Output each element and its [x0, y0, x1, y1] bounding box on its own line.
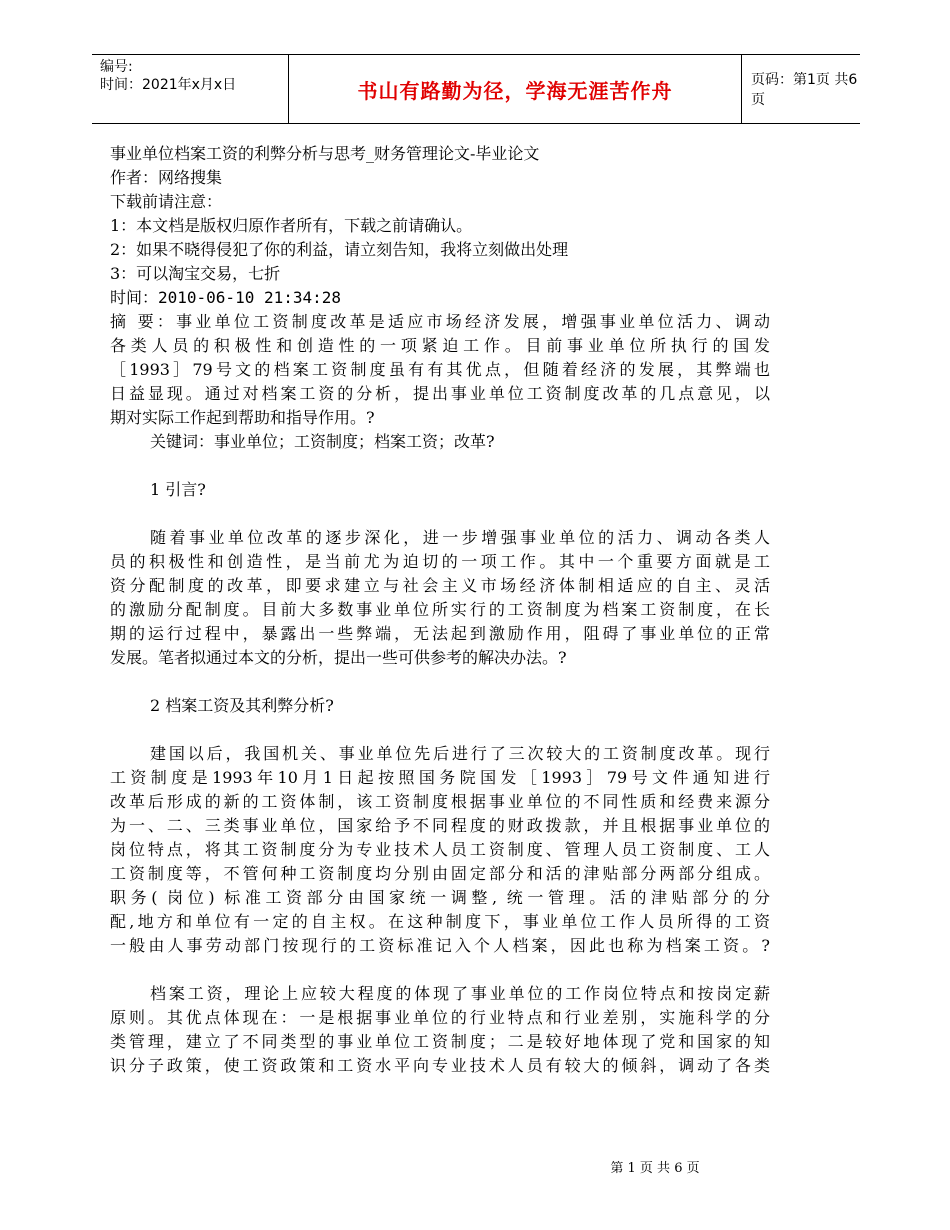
doc-time: 时间：2010-06-10 21:34:28: [110, 288, 342, 307]
text-line: 类管理，建立了不同类型的事业单位工资制度；二是较好地体现了党和国家的知: [110, 1032, 770, 1051]
page-header: [92, 54, 860, 124]
text-line: 摘 要：事业单位工资制度改革是适应市场经济发展，增强事业单位活力、调动: [110, 312, 770, 331]
header-motto: 书山有路勤为径，学海无涯苦作舟: [357, 78, 673, 103]
text-line: 日益显现。通过对档案工资的分析，提出事业单位工资制度改革的几点意见，以: [110, 384, 770, 403]
text-line: 原则。其优点体现在：一是根据事业单位的行业特点和行业差别，实施科学的分: [110, 1008, 770, 1027]
text-line: 建国以后，我国机关、事业单位先后进行了三次较大的工资制度改革。现行: [150, 744, 770, 763]
body-paragraph: [110, 526, 770, 670]
keywords: 关键词：事业单位；工资制度；档案工资；改革?: [150, 432, 495, 451]
doc-time-label: 时间：2021年x月x日: [100, 77, 237, 93]
header-motto-cell: [288, 55, 742, 123]
text-line: 岗位特点，将其工资制度分为专业技术人员工资制度、管理人员工资制度、工人: [110, 840, 770, 859]
text-line: 工资制度等，不管何种工资制度均分别由固定部分和活的津贴部分两部分组成。: [110, 864, 770, 883]
abstract-paragraph: [110, 310, 770, 430]
text-line: 发展。笔者拟通过本文的分析，提出一些可供参考的解决办法。?: [110, 648, 567, 667]
notice-item: 3：可以淘宝交易，七折: [110, 264, 281, 283]
text-line: 一般由人事劳动部门按现行的工资标准记入个人档案，因此也称为档案工资。?: [110, 936, 770, 955]
page-footer: 第 1 页 共 6 页: [610, 1161, 700, 1176]
doc-title: 事业单位档案工资的利弊分析与思考_财务管理论文-毕业论文: [110, 144, 540, 163]
notice-item: 1：本文档是版权归原作者所有，下载之前请确认。: [110, 216, 473, 235]
text-line: 期的运行过程中，暴露出一些弊端，无法起到激励作用，阻碍了事业单位的正常: [110, 624, 770, 643]
text-line: 的激励分配制度。目前大多数事业单位所实行的工资制度为档案工资制度，在长: [110, 600, 770, 619]
text-line: 职务( 岗位) 标准工资部分由国家统一调整, 统一管理。活的津贴部分的分: [110, 888, 770, 907]
notice-heading: 下载前请注意：: [110, 192, 223, 211]
doc-author: 作者：网络搜集: [110, 168, 223, 187]
doc-number-label: 编号:: [100, 59, 133, 75]
text-line: 配,地方和单位有一定的自主权。在这种制度下，事业单位工作人员所得的工资: [110, 912, 770, 931]
header-page-info: 页码：第1页 共6页: [751, 72, 858, 108]
section-heading: 2 档案工资及其利弊分析?: [150, 696, 334, 715]
text-line: 识分子政策，使工资政策和工资水平向专业技术人员有较大的倾斜，调动了各类: [110, 1056, 770, 1075]
text-line: 档案工资，理论上应较大程度的体现了事业单位的工作岗位特点和按岗定薪: [150, 984, 770, 1003]
notice-item: 2：如果不晓得侵犯了你的利益，请立刻告知，我将立刻做出处理: [110, 240, 569, 259]
text-line: 改革后形成的新的工资体制，该工资制度根据事业单位的不同性质和经费来源分: [110, 792, 770, 811]
body-paragraph: [110, 982, 770, 1078]
document-body: [110, 142, 770, 1078]
text-line: 各类人员的积极性和创造性的一项紧迫工作。目前事业单位所执行的国发: [110, 336, 770, 355]
text-line: 工资制度是1993年10月1日起按照国务院国发［1993］79号文件通知进行: [110, 768, 770, 787]
text-line: 期对实际工作起到帮助和指导作用。?: [110, 408, 375, 427]
text-line: ［1993］79号文的档案工资制度虽有有其优点，但随着经济的发展，其弊端也: [110, 360, 770, 379]
header-meta: [92, 55, 288, 123]
text-line: 资分配制度的改革，即要求建立与社会主义市场经济体制相适应的自主、灵活: [110, 576, 770, 595]
body-paragraph: [110, 742, 770, 958]
text-line: 随着事业单位改革的逐步深化，进一步增强事业单位的活力、调动各类人: [150, 528, 770, 547]
text-line: 员的积极性和创造性，是当前尤为迫切的一项工作。其中一个重要方面就是工: [110, 552, 770, 571]
section-heading: 1 引言?: [150, 480, 206, 499]
text-line: 为一、二、三类事业单位，国家给予不同程度的财政拨款，并且根据事业单位的: [110, 816, 770, 835]
